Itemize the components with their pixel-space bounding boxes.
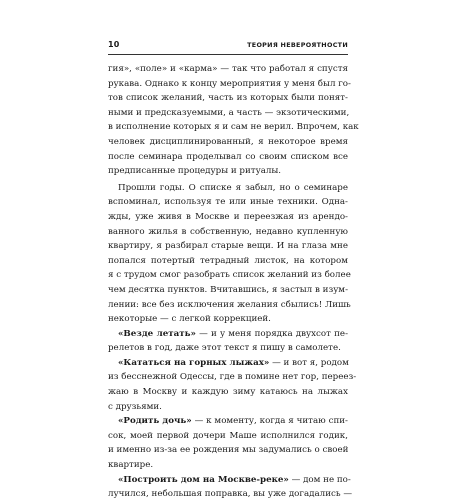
text-line: ванного жилья в собственную, недавно купленную [108,226,348,237]
text-line: лении: все без исключения желания сбылись! Лишь [108,299,351,310]
text-line: человек дисциплинированный, я некоторое время [108,136,348,147]
page-header [108,40,348,55]
text-line: жды, уже живя в Москве и переезжая из арендо- [108,211,348,222]
text-line: тов список желаний, часть из которых были понят- [108,93,348,104]
text-line: некоторые — с легкой коррекцией. [108,314,271,325]
paragraph [108,414,348,472]
text-line: чем десятка пунктов. Вчитавшись, я застыл в изум- [108,284,348,295]
paragraph [108,473,353,502]
text-line: сок, моей первой дочери Маше исполнился годик, [108,430,348,441]
paragraph [108,356,357,414]
text-line: попался потертый тетрадный листок, на котором [108,255,348,266]
text-line: рукава. Однако к концу мероприятия у меня был го- [108,78,351,89]
text-line: ными и предсказуемыми, а часть — экзотическими, [108,107,350,118]
text-line: предписанные процедуры и ритуалы. [108,166,282,177]
text-line: квартире. [108,460,154,471]
text-line: «Кататься на горных лыжах» — и вот я, родом [118,357,349,368]
text-line: релетов в год, даже этот текст я пишу в самолете. [108,343,341,354]
text-line: «Родить дочь» — к моменту, когда я читаю спи- [118,416,348,427]
paragraph [108,327,348,356]
text-line: с друзьями. [108,401,162,412]
bold-phrase: «Родить дочь» [118,416,192,427]
bold-phrase: «Построить дом на Москве-реке» [118,474,289,485]
text-line: вспоминал, используя те или иные техники. Одна- [108,197,348,208]
text-line: из бесснежной Одессы, где в помине нет гор, переез- [108,372,357,383]
paragraph [108,181,351,327]
text-line: «Построить дом на Москве-реке» — дом не по- [118,474,351,485]
running-title: ТЕОРИЯ НЕВЕРОЯТНОСТИ [247,41,348,49]
text-line: «Везде летать» — и у меня порядка двухсот пе- [118,328,348,339]
text-line: квартиру, я разбирал старые вещи. И на глаза мне [108,241,348,252]
body-text [108,62,359,502]
paragraph [108,62,359,179]
text-line: гия», «поле» и «карма» — так что работал я спустя [108,64,348,74]
bold-phrase: «Везде летать» [118,328,196,339]
bold-phrase: «Кататься на горных лыжах» [118,357,270,368]
text-line: жаю в Москву и каждую зиму катаюсь на лыжах [108,387,348,398]
text-line: я с трудом смог разобрать список желаний из более [108,270,351,281]
text-line: лучился, небольшая поправка, вы уже догадались — [108,489,353,500]
text-line: в исполнение которых я и сам не верил. Впрочем, как [108,122,359,133]
text-line: Прошли годы. О списке я забыл, но о семинаре [118,182,348,193]
page-number: 10 [108,40,120,49]
text-line: и именно из-за ее рождения мы задумались о своей [108,445,349,456]
text-line: после семинара проделывал со своим списком все [108,151,348,162]
